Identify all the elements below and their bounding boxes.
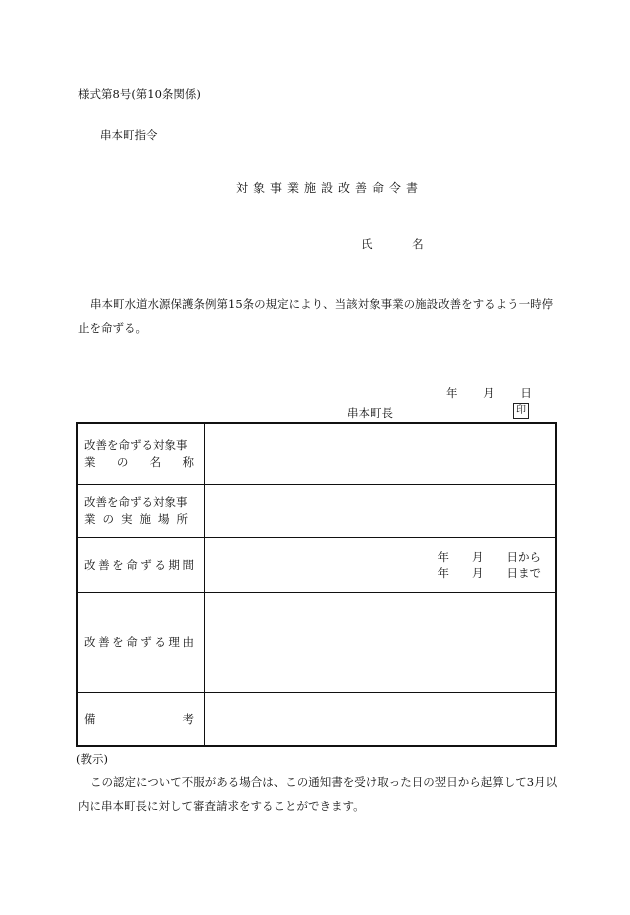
label-char: 改 (84, 557, 96, 572)
month-label: 月 (483, 386, 495, 400)
label-char: 施 (139, 511, 151, 526)
label-char: 所 (176, 511, 188, 526)
target-location-label-line2 (84, 511, 188, 528)
target-name-label-line1: 改善を命ずる対象事 (84, 437, 188, 452)
target-location-value[interactable] (205, 484, 557, 537)
target-location-label-line1: 改善を命ずる対象事 (84, 494, 188, 509)
label-char: 間 (182, 557, 194, 572)
table-row-target-name (77, 423, 556, 484)
name-label: 氏 名 (361, 237, 442, 251)
label-char: 考 (182, 711, 194, 726)
form-number: 様式第8号(第10条関係) (78, 87, 201, 101)
year-label: 年 (446, 386, 458, 400)
notice-heading: (教示) (76, 752, 108, 766)
remarks-label-text (84, 711, 194, 727)
period-value[interactable] (205, 537, 557, 592)
period-from: 年 月 日から (437, 549, 541, 564)
target-name-value[interactable] (205, 423, 557, 484)
order-table (76, 422, 557, 747)
label-char: ず (140, 557, 152, 572)
label-char: 実 (121, 511, 133, 526)
reason-value[interactable] (205, 592, 557, 692)
label-char: 善 (98, 557, 110, 572)
issuer-label: 串本町指令 (100, 128, 158, 142)
target-location-label (77, 484, 205, 537)
target-name-label (77, 423, 205, 484)
label-char: 称 (182, 454, 194, 469)
label-char: 業 (84, 454, 96, 469)
label-char: 期 (168, 557, 180, 572)
label-char: の (116, 454, 129, 469)
label-char: 命 (126, 557, 138, 572)
period-label-text (84, 557, 194, 573)
label-char: 改 (84, 635, 96, 649)
table-row-target-location (77, 484, 556, 537)
table-row-period (77, 537, 556, 592)
reason-label (77, 592, 205, 692)
label-char: を (112, 557, 124, 572)
label-char: ず (140, 635, 152, 649)
notice-text: この認定について不服がある場合は、この通知書を受け取った日の翌日から起算して3月以内に串本町長に対して審査請求をすることができます。 (78, 775, 558, 813)
label-char: 善 (98, 635, 110, 649)
seal-mark: 印 (513, 403, 529, 419)
day-label: 日 (520, 386, 532, 400)
remarks-value[interactable] (205, 692, 557, 746)
label-char: る (154, 557, 166, 572)
remarks-label (77, 692, 205, 746)
date-line (446, 385, 532, 401)
reason-label-text (84, 634, 194, 650)
label-char: 業 (84, 511, 96, 526)
label-char: 由 (182, 635, 194, 649)
label-char: 理 (168, 635, 180, 649)
label-char: る (154, 635, 166, 649)
label-char: を (112, 635, 124, 649)
document-title: 対象事業施設改善命令書 (236, 181, 424, 195)
table-row-reason (77, 592, 556, 692)
mayor-label: 串本町長 (347, 406, 393, 420)
label-char: 場 (158, 511, 170, 526)
period-label (77, 537, 205, 592)
label-char: の (102, 511, 114, 526)
label-char: 備 (84, 711, 96, 726)
label-char: 命 (126, 635, 138, 649)
order-text: 串本町水道水源保護条例第15条の規定により、当該対象事業の施設改善をするよう一時停止を命ずる。 (78, 297, 554, 335)
table-row-remarks (77, 692, 556, 746)
label-char: 名 (149, 454, 162, 469)
target-name-label-line2 (84, 454, 194, 471)
period-to: 年 月 日まで (437, 565, 541, 580)
